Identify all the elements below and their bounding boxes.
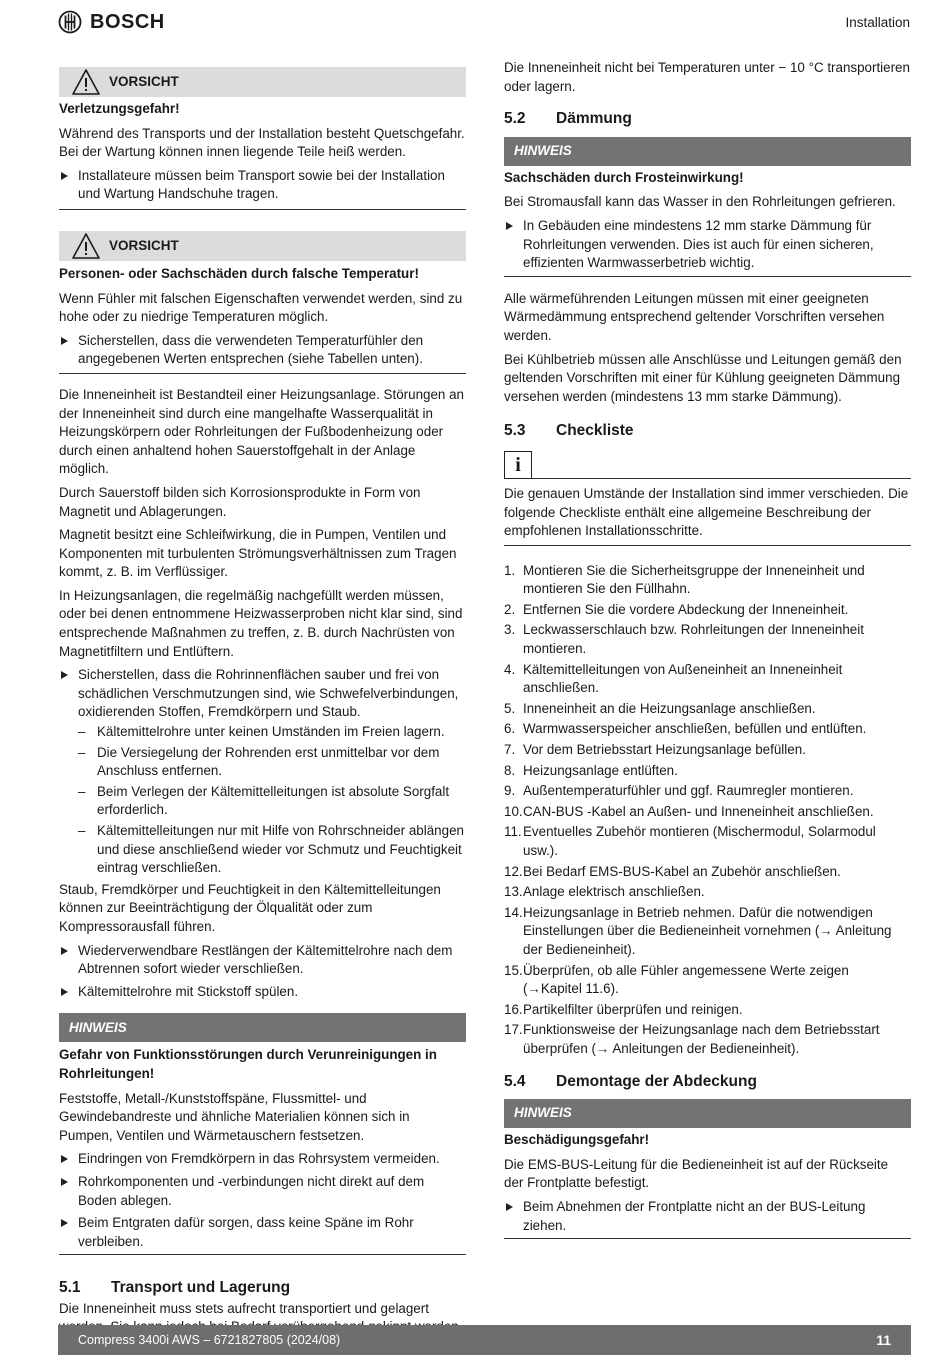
dash-text: Kältemittelrohre unter keinen Umständen im Freien lagern.: [97, 724, 445, 740]
note-title: Gefahr von Funktionsstörungen durch Verunreinigungen in Rohrleitungen!: [59, 1047, 437, 1081]
divider: [59, 1254, 466, 1255]
list-number: 2.: [504, 601, 516, 617]
list-text: Funktionsweise der Heizungsanlage nach dem Betriebsstart überprüfen (→ Anleitungen der Bedieneinheit).: [523, 1022, 880, 1056]
list-text: Kältemittelleitungen von Außeneinheit an Inneneinheit anschließen.: [523, 661, 843, 696]
note-bar: HINWEIS: [504, 137, 911, 166]
list-item: [504, 883, 911, 902]
section-heading: [504, 1073, 911, 1092]
list-number: 7.: [504, 742, 516, 758]
bullet-item: In Gebäuden eine mindestens 12 mm starke Dämmung für Rohrleitungen verwenden. Dies ist auch für einen sicheren, effizienten Warmwasserbetrieb wichtig.: [504, 217, 911, 273]
section-heading: [504, 110, 911, 129]
divider: [504, 276, 911, 277]
bullet-item: Wiederverwendbare Restlängen der Kältemittelrohre nach dem Abtrennen sofort wieder verschließen.: [59, 942, 466, 979]
list-number: 3.: [504, 622, 516, 638]
footer-text: Compress 3400i AWS – 6721827805 (2024/08): [78, 1332, 341, 1347]
paragraph: In Heizungsanlagen, die regelmäßig nachgefüllt werden müssen, oder bei denen entnommene Heizwasserproben nicht klar sind, sind entsprechende Maßnahmen zu treffen, z. B. durch Nachrüsten von Magnetitfiltern und Entlüftern.: [59, 587, 463, 659]
list-number: 10.: [504, 803, 523, 819]
paragraph: Die Inneneinheit ist Bestandteil einer Heizungsanlage. Störungen an der Inneneinheit sind durch eine mangelhafte Wasserqualität in Heizungskörpern oder Rohrleitungen der Fußbodenheizung oder durch einen anhaltend hohen Sauerstoffgehalt in der Anlage möglich.: [59, 386, 464, 477]
warning-text: Wenn Fühler mit falschen Eigenschaften verwendet werden, sind zu hohe oder zu niedrige Temperaturen möglich.: [59, 290, 463, 325]
list-number: 1.: [504, 562, 516, 578]
note-text: Bei Stromausfall kann das Wasser in den Rohrleitungen gefrieren.: [504, 194, 896, 210]
list-item: [504, 741, 911, 760]
section-title: Transport und Lagerung: [111, 1279, 291, 1297]
section-title: Checkliste: [556, 422, 634, 440]
list-item: [504, 823, 911, 860]
dash-text: Die Versiegelung der Rohrenden erst unmittelbar vor dem Anschluss entfernen.: [97, 744, 440, 779]
section-title: Demontage der Abdeckung: [556, 1072, 757, 1090]
warning-bar: [59, 231, 466, 261]
list-item: [504, 803, 911, 822]
page-footer: [58, 1325, 911, 1355]
list-text: Heizungsanlage entlüften.: [523, 762, 678, 778]
list-text: Heizungsanlage in Betrieb nehmen. Dafür die notwendigen Einstellungen über die Bedieneinheit vornehmen (→ Anleitung der Bedieneinheit).: [523, 904, 892, 957]
list-number: 11.: [504, 824, 522, 840]
note-text: Feststoffe, Metall-/Kunststoffspäne, Flussmittel- und Gewindebandreste und ähnliche Materialien können sich in Pumpen, Ventilen und Wärmetauschern festsetzen.: [59, 1090, 410, 1143]
list-text: Entfernen Sie die vordere Abdeckung der Inneneinheit.: [523, 601, 849, 617]
section-number: 5.3: [504, 422, 526, 440]
bosch-armature-icon: [58, 10, 82, 34]
list-number: 14.: [504, 904, 523, 920]
list-item: [504, 863, 911, 882]
list-item: [504, 621, 911, 658]
list-item: [504, 720, 911, 739]
paragraph: Durch Sauerstoff bilden sich Korrosionsprodukte in Form von Magnetit und Ablagerungen.: [59, 484, 421, 519]
section-label: Installation: [845, 15, 910, 30]
bullet-item: Sicherstellen, dass die verwendeten Temperaturfühler den angegebenen Werten entsprechen (siehe Tabellen unten).: [59, 332, 466, 369]
dash-marker: –: [78, 823, 86, 838]
divider: [504, 1238, 911, 1239]
list-item: [504, 601, 911, 620]
warning-label: VORSICHT: [109, 237, 179, 253]
dash-text: Kältemittelleitungen nur mit Hilfe von Rohrschneider ablängen und diese anschließend wieder vor Schmutz und Feuchtigkeit eintrag verschließen.: [97, 823, 464, 876]
dash-item: [59, 723, 466, 742]
list-item: [504, 1001, 911, 1020]
list-text: Montieren Sie die Sicherheitsgruppe der Inneneinheit und montieren Sie den Füllhahn.: [523, 562, 865, 597]
list-item: [504, 562, 911, 599]
note-title: Sachschäden durch Frosteinwirkung!: [504, 169, 744, 185]
bullet-item: Kältemittelrohre mit Stickstoff spülen.: [59, 983, 466, 1002]
dash-marker: –: [78, 783, 86, 799]
paragraph: Magnetit besitzt eine Schleifwirkung, die in Pumpen, Ventilen und Komponenten mit turbulenten Strömungsverhältnissen zum Tragen kommt, z. B. im Verflüssiger.: [59, 527, 457, 580]
warning-text: Während des Transports und der Installation besteht Quetschgefahr. Bei der Wartung können innen liegende Teile heiß werden.: [59, 125, 465, 160]
list-text: Warmwasserspeicher anschließen, befüllen und entlüften.: [523, 721, 867, 737]
list-number: 6.: [504, 721, 516, 737]
bullet-item: Eindringen von Fremdkörpern in das Rohrsystem vermeiden.: [59, 1150, 466, 1169]
bullet-item: Beim Abnehmen der Frontplatte nicht an der BUS-Leitung ziehen.: [504, 1198, 911, 1235]
list-text: Eventuelles Zubehör montieren (Mischermodul, Solarmodul usw.).: [523, 824, 876, 858]
paragraph: Die Inneneinheit muss stets aufrecht transportiert und gelagert: [59, 1300, 429, 1316]
bullet-item: Installateure müssen beim Transport sowie bei der Installation und Wartung Handschuhe tragen.: [59, 167, 466, 204]
info-icon: i: [504, 451, 532, 479]
list-text: Überprüfen, ob alle Fühler angemessene Werte zeigen (→Kapitel 11.6).: [523, 962, 849, 997]
info-line: [532, 478, 911, 479]
bullet-item: Beim Entgraten dafür sorgen, dass keine Späne im Rohr verbleiben.: [59, 1214, 466, 1251]
checklist: [504, 562, 911, 1059]
list-number: 5.: [504, 700, 516, 716]
warning-bar: [59, 67, 466, 97]
list-item: [504, 904, 911, 960]
divider: [59, 373, 466, 374]
note-bar: HINWEIS: [504, 1099, 911, 1128]
paragraph: Die Inneneinheit nicht bei Temperaturen unter − 10 °C transportieren oder lagern.: [504, 60, 910, 94]
list-text: CAN-BUS -Kabel an Außen- und Inneneinheit anschließen.: [523, 803, 874, 819]
section-number: 5.1: [59, 1279, 81, 1297]
list-item: [504, 782, 911, 801]
dash-marker: –: [78, 744, 86, 760]
list-item: [504, 762, 911, 781]
list-text: Bei Bedarf EMS-BUS-Kabel an Zubehör anschließen.: [523, 863, 841, 879]
dash-marker: –: [78, 724, 86, 740]
list-item: [504, 1021, 911, 1058]
section-heading: [59, 1279, 466, 1298]
list-text: Inneneinheit an die Heizungsanlage anschließen.: [523, 700, 816, 716]
section-number: 5.4: [504, 1072, 526, 1090]
paragraph: Bei Kühlbetrieb müssen alle Anschlüsse und Leitungen gemäß den geltenden Vorschriften mit einer für Kühlung geeigneten Dämmung versehen werden (mindestens 13 mm starke Dämmung).: [504, 351, 902, 404]
info-text: Die genauen Umstände der Installation sind immer verschieden. Die folgende Checkliste enthält eine allgemeine Beschreibung der empfohlenen Installationsschritte.: [504, 485, 909, 539]
list-item: [504, 661, 911, 698]
list-number: 17.: [504, 1022, 523, 1038]
right-column: [504, 59, 911, 1239]
list-text: Leckwasserschlauch bzw. Rohrleitungen der Inneneinheit montieren.: [523, 622, 864, 657]
warning-triangle-icon: [71, 231, 101, 261]
list-item: [504, 962, 911, 999]
warning-label: VORSICHT: [109, 73, 179, 89]
divider: [59, 209, 466, 210]
dash-item: [59, 822, 466, 878]
list-text: Vor dem Betriebsstart Heizungsanlage befüllen.: [523, 742, 806, 758]
warning-triangle-icon: [71, 67, 101, 97]
paragraph: Staub, Fremdkörper und Feuchtigkeit in den Kältemittelleitungen können zur Beeinträchtigung der Ölqualität oder zum Kompressorausfall führen.: [59, 881, 441, 934]
list-item: [504, 700, 911, 719]
left-column: [59, 67, 466, 1342]
bullet-item: Rohrkomponenten und -verbindungen nicht direkt auf dem Boden ablegen.: [59, 1173, 466, 1210]
warning-title: Verletzungsgefahr!: [59, 101, 180, 116]
list-number: 12.: [504, 863, 523, 879]
note-title: Beschädigungsgefahr!: [504, 1132, 650, 1148]
list-number: 16.: [504, 1001, 523, 1017]
note-bar: HINWEIS: [59, 1013, 466, 1042]
section-number: 5.2: [504, 110, 526, 128]
dash-text: Beim Verlegen der Kältemittelleitungen ist absolute Sorgfalt erforderlich.: [97, 783, 450, 818]
paragraph: Alle wärmeführenden Leitungen müssen mit einer geeigneten Wärmedämmung entsprechend geltender Vorschriften versehen werden.: [504, 290, 885, 343]
bullet-item: Sicherstellen, dass die Rohrinnenflächen sauber und frei von schädlichen Verschmutzungen sind, wie Schwefelverbindungen, oxidierenden Stoffen, Fremdkörpern und Staub.: [59, 666, 466, 722]
list-text: Außentemperaturfühler und ggf. Raumregler montieren.: [523, 783, 854, 799]
warning-title: Personen- oder Sachschäden durch falsche Temperatur!: [59, 265, 419, 281]
list-number: 8.: [504, 762, 516, 778]
section-heading: [504, 422, 911, 441]
bosch-logo: [58, 10, 165, 34]
list-text: Anlage elektrisch anschließen.: [523, 884, 705, 900]
dash-item: [59, 744, 466, 781]
list-number: 9.: [504, 783, 516, 799]
list-number: 4.: [504, 661, 516, 677]
divider: [504, 545, 911, 546]
list-number: 13.: [504, 884, 523, 900]
brand-name: BOSCH: [90, 10, 165, 33]
note-text: Die EMS-BUS-Leitung für die Bedieneinheit ist auf der Rückseite der Frontplatte befestigt.: [504, 1156, 889, 1191]
section-title: Dämmung: [556, 110, 632, 128]
list-text: Partikelfilter überprüfen und reinigen.: [523, 1001, 743, 1017]
info-header: [504, 451, 911, 479]
list-number: 15.: [504, 962, 523, 978]
dash-item: [59, 783, 466, 820]
page-number: 11: [876, 1331, 891, 1348]
